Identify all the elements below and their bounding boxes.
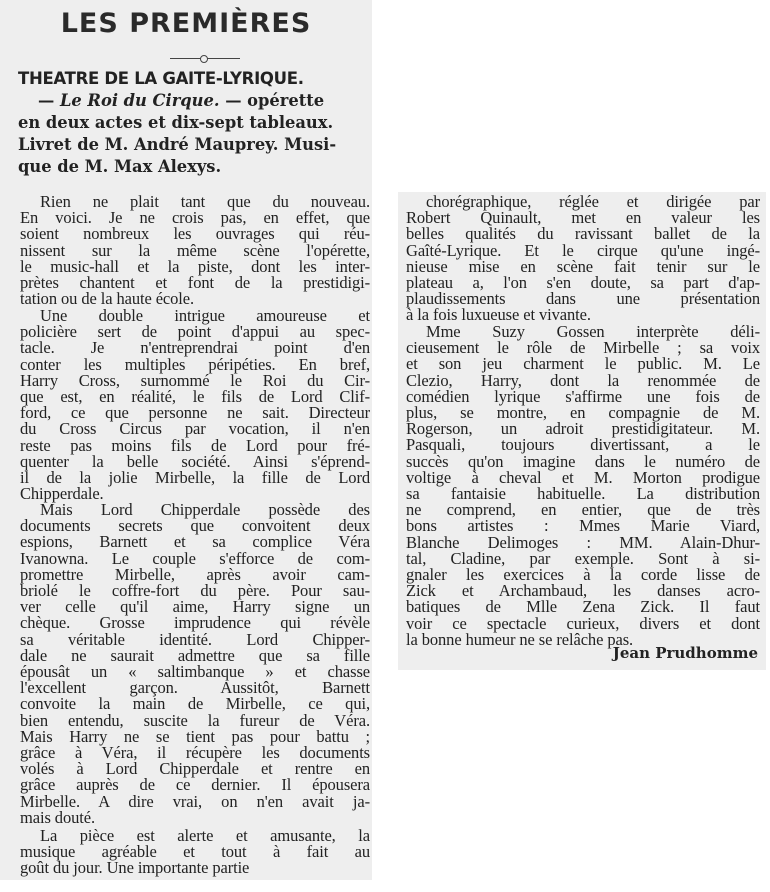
text-line: nissent sur la même scène l'opérette, <box>20 240 370 260</box>
text-line: Rogerson, un adroit prestidigitateur. M. <box>406 419 760 439</box>
text-line: voir ce spectacle curieux, divers et dont <box>406 613 760 633</box>
header-line-5: que de M. Max Alexys. <box>18 157 222 176</box>
text-line: que est, en réalité, le fils de Lord Clif- <box>20 387 370 407</box>
paragraph <box>20 308 370 502</box>
header-line-3: en deux actes et dix-sept tableaux. <box>18 113 334 132</box>
text-line: l'excellent garçon. Aussitôt, Barnett <box>20 678 370 698</box>
play-title: Le Roi du Cirque. <box>59 91 220 110</box>
text-line: Robert Quinault, met en valeur les <box>406 208 760 228</box>
text-line: briolé le coffre-fort du père. Pour sau- <box>20 581 370 601</box>
text-line: ne comprend, en entier, que de très <box>406 500 760 520</box>
text-line: promettre Mirbelle, après avoir cam- <box>20 564 370 584</box>
text-line: ver celle qu'il aime, Harry signe un <box>20 597 370 617</box>
text-line: plateau a, l'on s'en doute, sa part d'ap- <box>406 273 760 293</box>
text-line: chorégraphique, réglée et dirigée par <box>426 192 760 211</box>
paragraph <box>20 502 370 826</box>
text-line: Chipperdale. <box>20 484 104 504</box>
text-line: le music-hall et la piste, dont les inter- <box>20 256 370 276</box>
text-line: comédien lyrique s'affirme une fois de <box>406 386 760 406</box>
text-line: bons artistes : Mmes Marie Viard, <box>406 516 760 536</box>
author-signature: Jean Prudhomme <box>612 644 758 662</box>
text-line: soient nombreux les ouvrages qui réu- <box>20 224 370 244</box>
text-line: conter les multiples péripéties. En bref, <box>20 354 370 374</box>
text-line: La pièce est alerte et amusante, la <box>40 826 370 845</box>
text-line: dale ne saurait admettre que sa fille <box>20 645 370 665</box>
section-heading: LES PREMIÈRES <box>60 8 312 39</box>
text-line: ford, ce que personne ne sait. Directeur <box>20 403 370 423</box>
text-line: volés à Lord Chipperdale et rentre en <box>20 759 370 779</box>
text-line: belles qualités du ravissant ballet de la <box>406 224 760 244</box>
text-line: Mais Lord Chipperdale possède des <box>40 500 370 519</box>
text-line: Une double intrigue amoureuse et <box>40 306 370 325</box>
paragraph <box>406 324 760 648</box>
header-line-2: — Le Roi du Cirque. — opérette <box>38 91 325 110</box>
text-line: Rien ne plait tant que du nouveau. <box>40 192 370 211</box>
text-line: En voici. Je ne crois pas, en effet, que <box>20 208 370 228</box>
text-line: plaudissements dans une présentation <box>406 289 760 309</box>
text-line: Mais Harry ne se tient pas pour battu ; <box>20 726 370 746</box>
text-line: Ivanowna. Le couple s'efforce de com- <box>20 548 370 568</box>
paragraph <box>20 194 370 307</box>
article-header <box>18 68 370 178</box>
text-line: Clezio, Harry, dont la renommée de <box>406 370 760 390</box>
paragraph <box>20 828 370 877</box>
text-line: batiques de Mlle Zena Zick. Il faut <box>406 597 760 617</box>
text-line: il de la jolie Mirbelle, la fille de Lord <box>20 468 370 488</box>
ornament-divider <box>170 54 240 64</box>
text-line: Blanche Delimoges : MM. Alain-Dhur- <box>406 532 760 552</box>
article-column-1 <box>0 0 372 880</box>
text-line: la bonne humeur ne se relâche pas. <box>406 629 634 649</box>
text-line: plus, se montre, en compagnie de M. <box>406 403 760 423</box>
text-line: espions, Barnett et sa complice Véra <box>20 532 370 552</box>
text-line: tal, Cladine, par exemple. Sont à si- <box>406 548 760 568</box>
text-line: Gaîté-Lyrique. Et le cirque qu'une ingé- <box>406 240 760 260</box>
text-line: policière sert de point d'appui au spec- <box>20 322 370 342</box>
text-line: Harry Cross, surnommé le Roi du Cir- <box>20 370 370 390</box>
text-line: goût du jour. Une importante partie <box>20 858 250 878</box>
text-line: musique agréable et tout à fait au <box>20 842 370 862</box>
header-line-4: Livret de M. André Mauprey. Musi- <box>18 135 337 154</box>
paragraph <box>406 194 760 324</box>
text-line: voltige à cheval et M. Morton prodigue <box>406 467 760 487</box>
text-line: nieuse mise en scène fait tenir sur le <box>406 256 760 276</box>
theatre-name: THEATRE DE LA GAITE-LYRIQUE. <box>18 69 304 88</box>
text-line: grâce auprès de ce dernier. Il épousera <box>20 775 370 795</box>
text-line: Zick et Archambaud, les danses acro- <box>406 581 760 601</box>
text-line: mais douté. <box>20 807 95 827</box>
text-line: Mirbelle. A dire vrai, on n'en avait ja- <box>20 791 370 811</box>
text-line: cieusement le rôle de Mirbelle ; sa voix <box>406 338 760 358</box>
text-line: sa véritable identité. Lord Chipper- <box>20 629 370 649</box>
text-line: à la fois luxueuse et vivante. <box>406 305 591 325</box>
text-line: gnaler les exercices à la corde lisse de <box>406 565 760 585</box>
text-line: et son jeu charment le public. M. Le <box>406 354 760 374</box>
text-line: bien entendu, suscite la fureur de Véra. <box>20 710 370 730</box>
text-line: prètes chantent et font de la prestidigi- <box>20 273 370 293</box>
text-line: Pasquali, toujours divertissant, a le <box>406 435 760 455</box>
text-line: tation ou de la haute école. <box>20 289 195 309</box>
text-line: convoite la main de Mirbelle, ce qui, <box>20 694 370 714</box>
text-line: chèque. Grosse imprudence qui révèle <box>20 613 370 633</box>
text-line: documents secrets que convoitent deux <box>20 516 370 536</box>
text-line: grâce à Véra, il récupère les documents <box>20 743 370 763</box>
text-line: quenter la belle société. Ainsi s'éprend- <box>20 451 370 471</box>
text-line: du Cross Circus par vocation, il n'en <box>20 419 370 439</box>
text-line: Mme Suzy Gossen interprète déli- <box>426 322 760 341</box>
text-line: sa fantaisie habituelle. La distribution <box>406 484 760 504</box>
text-line: tacle. Je n'entreprendrai point d'en <box>20 338 370 358</box>
text-line: épousât un « saltimbanque » et chasse <box>20 662 370 682</box>
article-column-2 <box>398 192 766 670</box>
text-line: succès qu'on imagine dans le numéro de <box>406 451 760 471</box>
text-line: reste pas moins fils de Lord pour fré- <box>20 435 370 455</box>
